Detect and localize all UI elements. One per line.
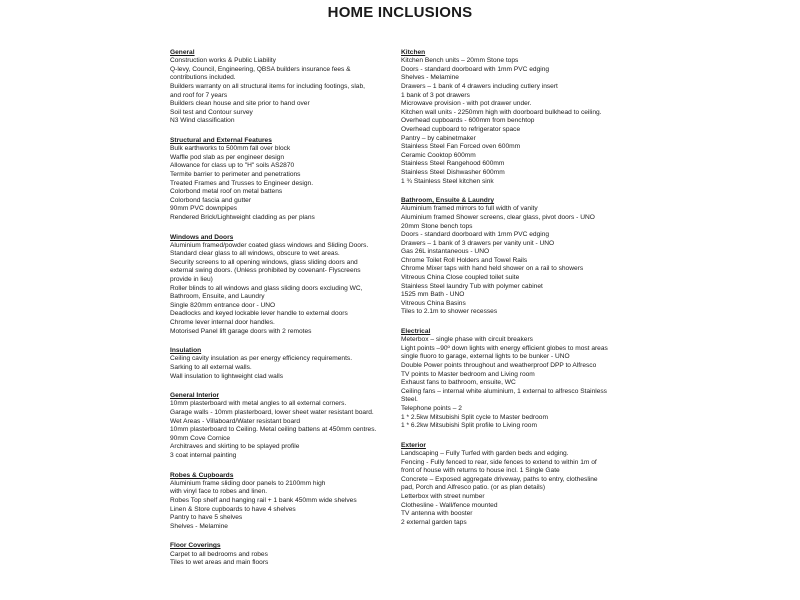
section-heading: Bathroom, Ensuite & Laundry: [401, 197, 495, 205]
section-heading: Electrical: [401, 328, 431, 336]
section-heading: General: [170, 49, 195, 56]
section-heading: Kitchen: [401, 49, 426, 56]
section-bathroom-ensuite-laundry: [401, 196, 643, 317]
section-line: Chrome Toilet Roll Holders and Towel Rails: [401, 256, 528, 264]
section-line: Stainless Steel Fan Forced oven 600mm: [401, 143, 521, 151]
section-line: Sarking to all external walls.: [170, 364, 252, 372]
section-line: Kitchen Bench units – 20mm Stone tops: [401, 57, 519, 65]
section-line: Light points –90º down lights with energy efficient globes to most areas: [401, 344, 608, 352]
section-line: Aluminium framed mirrors to full width of vanity: [401, 205, 538, 213]
section-line: Doors - standard doorboard with 1mm PVC edging: [401, 65, 550, 73]
section-line: 20mm Stone bench tops: [401, 222, 473, 230]
section-heading: Robes & Cupboards: [170, 471, 234, 479]
section-line: Standard clear glass to all windows, obscure to wet areas.: [170, 250, 340, 258]
section-line: Deadlocks and keyed lockable lever handle to external doors: [170, 310, 348, 318]
section-line: Builders clean house and site prior to hand over: [170, 100, 310, 108]
section-line: Stainless Steel laundry Tub with polymer cabinet: [401, 282, 543, 290]
section-line: Concrete – Exposed aggregate driveway, paths to entry, clothesline: [401, 475, 598, 483]
section-windows-doors: [170, 233, 402, 337]
section-robes-cupboards: [170, 471, 402, 532]
section-insulation: [170, 346, 402, 381]
section-line: Builders warranty on all structural items for including footings, slab,: [170, 82, 365, 90]
section-line: 1 * 2.5kw Mitsubishi Split cycle to Master bedroom: [401, 413, 548, 421]
section-line: Meterbox – single phase with circuit breakers: [401, 336, 533, 344]
section-heading: General Interior: [170, 392, 220, 400]
section-line: Aluminium framed/powder coated glass windows and Sliding Doors.: [170, 241, 369, 249]
section-line: Rendered Brick/Lightweight cladding as per plans: [170, 213, 315, 221]
section-line: Exhaust fans to bathroom, ensuite, WC: [401, 379, 516, 387]
section-line: 1 * 6.2kw Mitsubishi Split profile to Living room: [401, 422, 537, 430]
section-line: 2 external garden taps: [401, 518, 467, 526]
section-line: Telephone points – 2: [401, 404, 462, 412]
section-line: Bathroom, Ensuite, and Laundry: [170, 293, 265, 301]
section-line: TV points to Master bedroom and Living room: [401, 370, 535, 378]
section-line: Clothesline - Wall/fence mounted: [401, 501, 498, 509]
section-heading: Structural and External Features: [170, 136, 272, 144]
section-line: 10mm plasterboard with metal angles to all external corners.: [170, 400, 347, 408]
section-line: with vinyl face to robes and linen.: [170, 488, 268, 496]
section-line: 3 coat internal painting: [170, 451, 237, 459]
section-line: Robes Top shelf and hanging rail + 1 bank 450mm wide shelves: [170, 496, 357, 504]
section-electrical: [401, 327, 643, 431]
section-line: Drawers – 1 bank of 4 drawers including cutlery insert: [401, 82, 558, 90]
section-general-interior: [170, 391, 402, 460]
section-line: Drawers – 1 bank of 3 drawers per vanity unit - UNO: [401, 239, 555, 247]
section-line: Chrome lever internal door handles.: [170, 319, 275, 327]
section-line: Microwave provision - with pot drawer under.: [401, 100, 532, 108]
page-title: HOME INCLUSIONS: [327, 4, 473, 21]
section-line: Construction works & Public Liability: [170, 57, 276, 65]
section-line: contributions included.: [170, 74, 236, 82]
section-general: [170, 48, 402, 126]
left-column: [170, 48, 402, 578]
section-line: 1 ¾ Stainless Steel kitchen sink: [401, 177, 494, 185]
section-line: Soil test and Contour survey: [170, 108, 253, 116]
section-floor-coverings: [170, 541, 402, 567]
section-line: Stainless Steel Rangehood 600mm: [401, 160, 505, 168]
section-line: Pantry – by cabinetmaker: [401, 134, 476, 142]
section-line: Ceiling cavity insulation as per energy efficiency requirements.: [170, 355, 353, 363]
section-line: 1525 mm Bath - UNO: [401, 291, 465, 299]
section-line: Carpet to all bedrooms and robes: [170, 550, 268, 558]
section-line: Kitchen wall units - 2250mm high with doorboard bulkhead to ceiling.: [401, 108, 602, 116]
section-line: Security screens to all opening windows, glass sliding doors and: [170, 258, 358, 266]
section-line: Vitreous China Close coupled toilet suite: [401, 274, 520, 282]
section-line: Chrome Mixer taps with hand held shower on a rail to showers: [401, 265, 584, 273]
section-line: Letterbox with street number: [401, 492, 485, 500]
section-structural: [170, 136, 402, 223]
right-column: [401, 48, 643, 537]
section-line: 1 bank of 3 pot drawers: [401, 91, 470, 99]
section-line: Doors - standard doorboard with 1mm PVC edging: [401, 231, 550, 239]
section-heading: Exterior: [401, 441, 426, 449]
section-line: Steel.: [401, 396, 418, 404]
section-line: Motorised Panel lift garage doors with 2 remotes: [170, 327, 312, 335]
section-line: front of house with returns to house incl. 1 Single Gate: [401, 467, 560, 475]
section-line: Overhead cupboards - 600mm from benchtop: [401, 117, 535, 125]
section-line: Shelves - Melamine: [401, 74, 459, 82]
section-line: Landscaping – Fully Turfed with garden beds and edging.: [401, 449, 569, 457]
section-line: Allowance for class up to "H" soils AS2870: [170, 162, 295, 170]
section-kitchen: [401, 48, 643, 186]
section-line: Double Power points throughout and weatherproof DPP to Alfresco: [401, 362, 597, 370]
section-line: Wet Areas - Villaboard/Water resistant board: [170, 417, 300, 425]
section-line: Colorbond metal roof on metal battens: [170, 188, 283, 196]
section-line: Single 820mm entrance door - UNO: [170, 301, 276, 309]
section-line: 90mm PVC downpipes: [170, 205, 238, 213]
section-line: 10mm plasterboard to Ceiling. Metal ceiling battens at 450mm centres.: [170, 426, 377, 434]
section-line: 90mm Cove Cornice: [170, 434, 231, 442]
section-line: Stainless Steel Dishwasher 600mm: [401, 168, 505, 176]
section-line: Gas 26L instantaneous - UNO: [401, 248, 490, 256]
section-line: Aluminium framed Shower screens, clear glass, pivot doors - UNO: [401, 213, 595, 221]
section-line: TV antenna with booster: [401, 510, 473, 518]
section-line: and roof for 7 years: [170, 91, 228, 99]
section-heading: Windows and Doors: [170, 233, 234, 241]
section-line: Bulk earthworks to 500mm fall over block: [170, 145, 291, 153]
section-line: Termite barrier to perimeter and penetrations: [170, 170, 301, 178]
section-line: Roller blinds to all windows and glass sliding doors excluding WC,: [170, 284, 363, 292]
section-line: Pantry to have 5 shelves: [170, 514, 243, 522]
section-line: Colorbond fascia and gutter: [170, 196, 252, 204]
section-line: provide in lieu): [170, 276, 213, 284]
section-line: Shelves - Melamine: [170, 522, 228, 530]
section-line: pad, Porch and Alfresco patio. (or as plan details): [401, 484, 546, 492]
section-line: Ceramic Cooktop 600mm: [401, 151, 476, 159]
section-line: external swing doors. (Unless prohibited by covenant- Flyscreens: [170, 267, 361, 275]
section-line: Treated Frames and Trusses to Engineer design.: [170, 179, 314, 187]
section-line: Architraves and skirting to be splayed profile: [170, 443, 300, 451]
section-line: Ceiling fans – internal white aluminium, 1 external to alfresco Stainless: [401, 387, 607, 395]
section-line: Aluminium frame sliding door panels to 2100mm high: [170, 479, 326, 487]
section-exterior: [401, 441, 643, 528]
section-line: Q-levy, Council, Engineering, QBSA builders insurance fees &: [170, 65, 351, 73]
section-line: Waffle pod slab as per engineer design: [170, 153, 284, 161]
section-line: Fencing - Fully fenced to rear, side fences to extend to within 1m of: [401, 458, 597, 466]
section-line: Wall insulation to lightweight clad walls: [170, 372, 284, 380]
section-line: Linen & Store cupboards to have 4 shelves: [170, 505, 296, 513]
section-line: N3 Wind classification: [170, 117, 235, 125]
section-heading: Insulation: [170, 347, 202, 355]
section-heading: Floor Coverings: [170, 542, 221, 550]
section-line: Overhead cupboard to refrigerator space: [401, 125, 521, 133]
section-line: Vitreous China Basins: [401, 299, 466, 307]
section-line: Tiles to wet areas and main floors: [170, 559, 269, 567]
section-line: single fluoro to garage, external lights to be bunker - UNO: [401, 353, 570, 361]
section-line: Tiles to 2.1m to shower recesses: [401, 308, 498, 316]
section-line: Garage walls - 10mm plasterboard, lower sheet water resistant board.: [170, 409, 374, 417]
